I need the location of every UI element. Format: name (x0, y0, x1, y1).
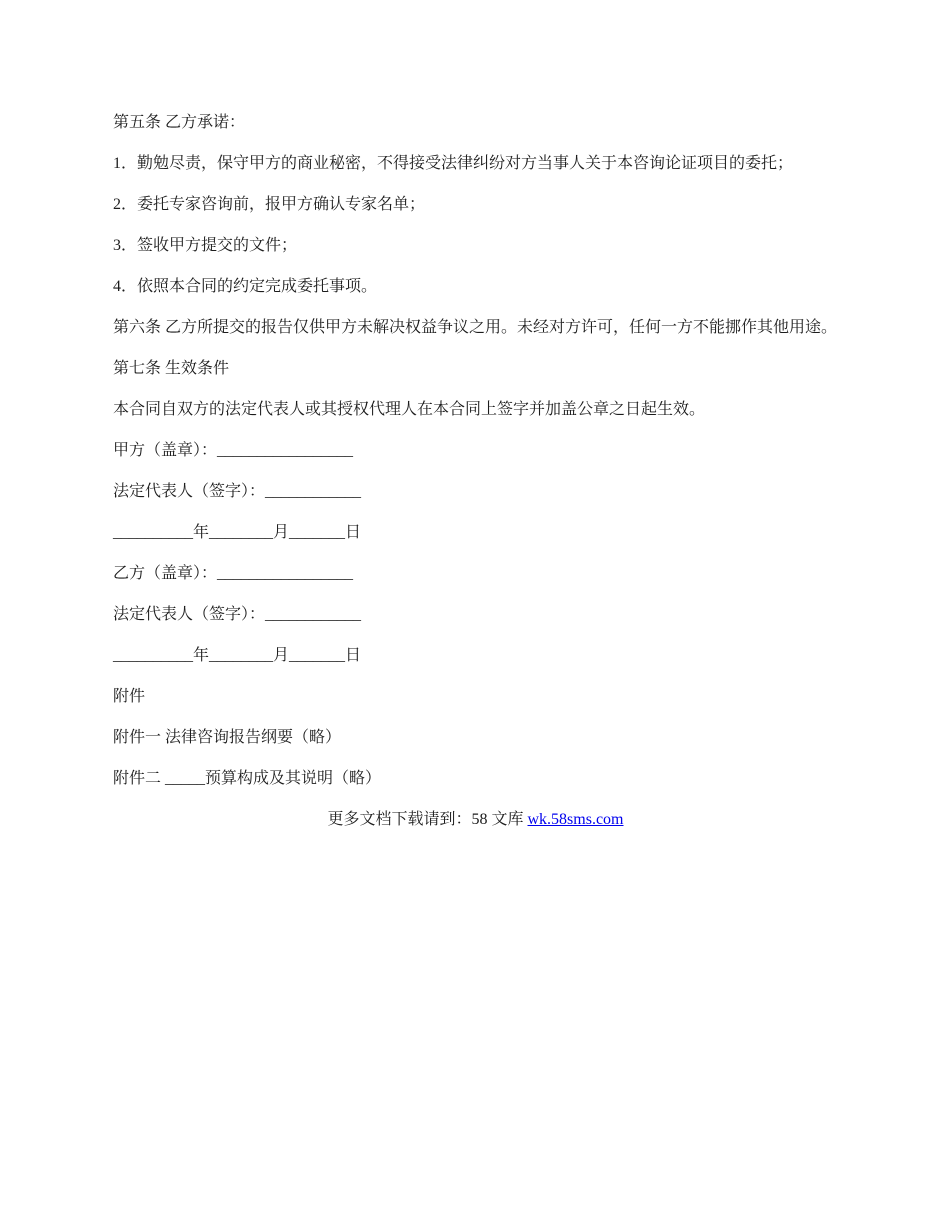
download-note (113, 809, 838, 831)
clause-5-heading: 第五条 乙方承诺： (113, 114, 246, 131)
clause-7-heading: 第七条 生效条件 (113, 360, 230, 377)
clause-6-text: 第六条 乙方所提交的报告仅供甲方未解决权益争议之用。未经对方许可，任何一方不能挪作其他用途。 (113, 319, 838, 336)
effectiveness-clause: 本合同自双方的法定代表人或其授权代理人在本合同上签字并加盖公章之日起生效。 (113, 401, 706, 418)
clause-5-item-3: 3．签收甲方提交的文件； (113, 237, 298, 254)
attachments-heading: 附件 (113, 688, 146, 705)
party-a-seal-line: 甲方（盖章）：_________________ (113, 442, 354, 459)
party-b-representative-signature-line: 法定代表人（签字）：____________ (113, 606, 362, 623)
party-a-representative-signature-line: 法定代表人（签字）：____________ (113, 483, 362, 500)
attachment-1-line: 附件一 法律咨询报告纲要（略） (113, 729, 342, 746)
clause-5-item-4: 4．依照本合同的约定完成委托事项。 (113, 278, 378, 295)
party-b-seal-line: 乙方（盖章）：_________________ (113, 565, 354, 582)
download-note-text: 更多文档下载请到：58 文库 (327, 811, 528, 828)
party-b-date-line: __________年________月_______日 (113, 647, 362, 664)
clause-5-item-1: 1．勤勉尽责，保守甲方的商业秘密，不得接受法律纠纷对方当事人关于本咨询论证项目的委托； (113, 155, 794, 172)
attachment-2-line: 附件二 _____预算构成及其说明（略） (113, 770, 382, 787)
party-a-date-line: __________年________月_______日 (113, 524, 362, 541)
download-link[interactable]: wk.58sms.com (527, 811, 624, 828)
clause-5-item-2: 2．委托专家咨询前，报甲方确认专家名单； (113, 196, 426, 213)
